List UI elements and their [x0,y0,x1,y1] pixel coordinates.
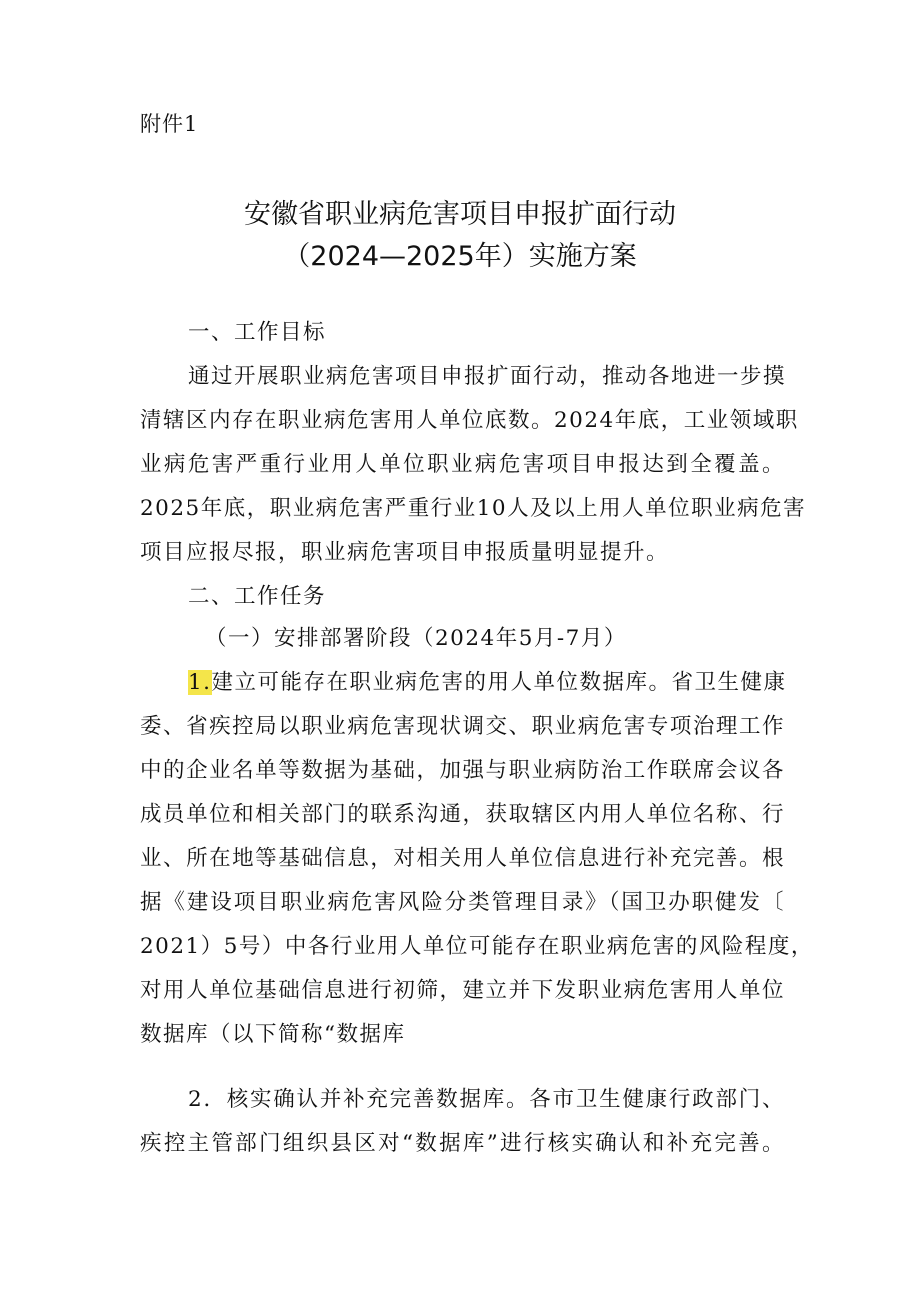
paragraph-line: 2021）5号）中各行业用人单位可能存在职业病危害的风险程度， [140,934,814,959]
paragraph-line: 通过开展职业病危害项目申报扩面行动，推动各地进一步摸 [188,364,787,389]
paragraph-line: 2025年底，职业病危害严重行业10人及以上用人单位职业病危害 [140,496,807,521]
paragraph-line: 委、省疾控局以职业病危害现状调交、职业病危害专项治理工作 [140,714,785,739]
item-1-number-highlighted: 1. [188,670,212,695]
paragraph-line: 项目应报尽报，职业病危害项目申报质量明显提升。 [140,540,670,565]
section-heading-tasks: 二、工作任务 [188,584,327,609]
section-heading-goals: 一、工作目标 [188,320,327,345]
attachment-label: 附件1 [140,112,199,136]
paragraph-line: 清辖区内存在职业病危害用人单位底数。2024年底，工业领域职 [140,408,799,433]
paragraph-line: 疾控主管部门组织县区对“数据库”进行核实确认和补充完善。 [140,1131,785,1156]
paragraph-line: 据《建设项目职业病危害风险分类管理目录》（国卫办职健发〔 [140,890,785,915]
paragraph-line: 数据库（以下简称“数据库 [140,1022,406,1047]
paragraph-line: 业病危害严重行业用人单位职业病危害项目申报达到全覆盖。 [140,452,785,477]
paragraph-line: 中的企业名单等数据为基础，加强与职业病防治工作联席会议各 [140,758,785,783]
item-1-first-line: 建立可能存在职业病危害的用人单位数据库。省卫生健康 [211,670,787,695]
paragraph-line: 对用人单位基础信息进行初筛，建立并下发职业病危害用人单位 [140,978,785,1003]
paragraph-line: 成员单位和相关部门的联系沟通，获取辖区内用人单位名称、行 [140,802,785,827]
document-title-line-2: （2024—2025年）实施方案 [283,241,637,272]
paragraph-line [188,668,785,698]
paragraph-line: 业、所在地等基础信息，对相关用人单位信息进行补充完善。根 [140,846,785,871]
subsection-heading-deployment: （一）安排部署阶段（2024年5月-7月） [205,626,627,651]
document-title-line-1: 安徽省职业病危害项目申报扩面行动 [244,199,676,230]
paragraph-line: 2．核实确认并补充完善数据库。各市卫生健康行政部门、 [188,1087,785,1112]
